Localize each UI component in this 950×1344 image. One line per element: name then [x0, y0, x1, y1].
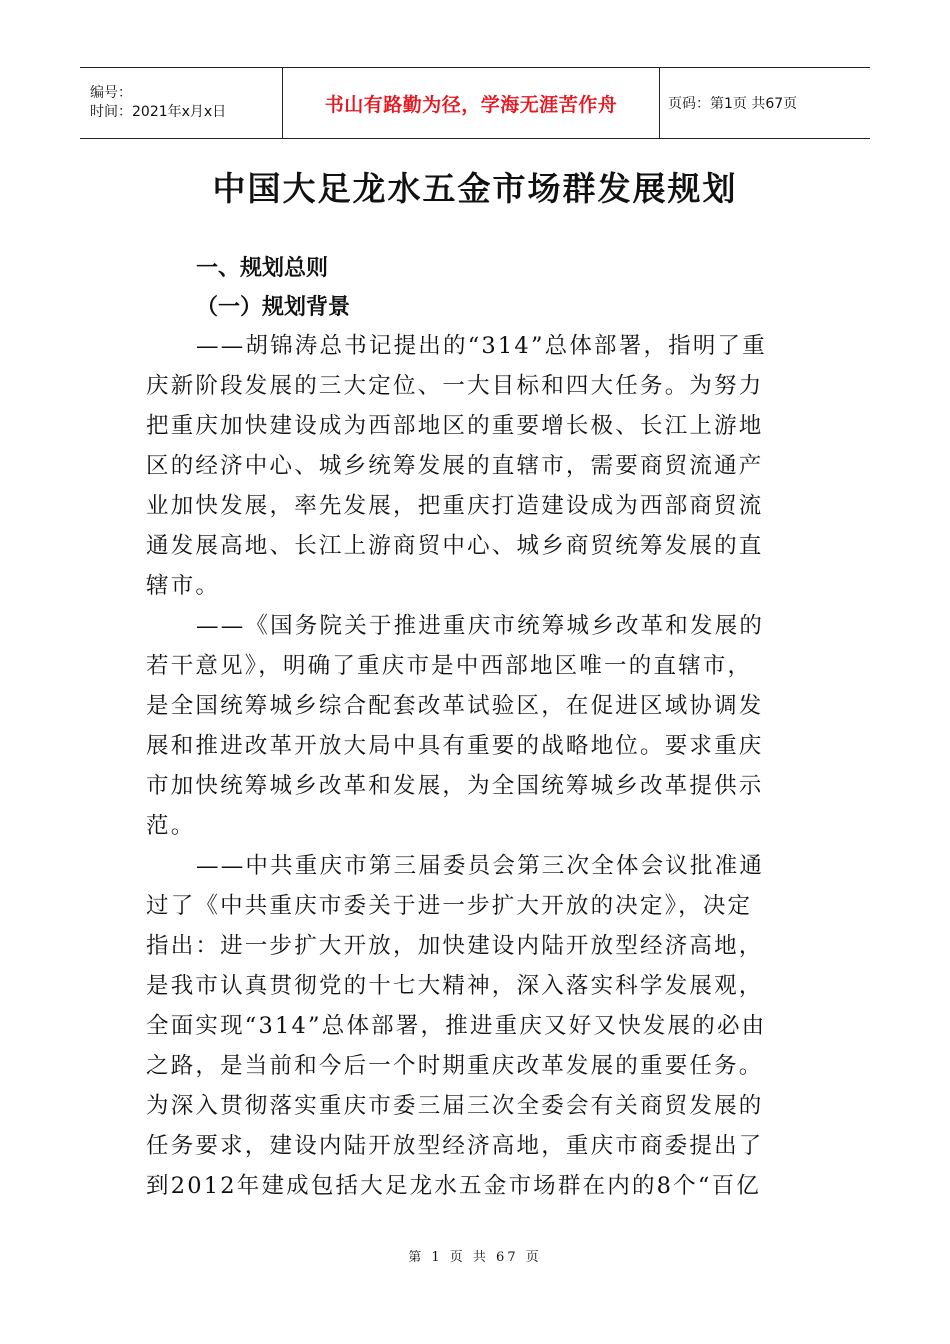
paragraph-line: 是全国统筹城乡综合配套改革试验区，在促进区域协调发: [146, 693, 764, 719]
paragraph-line: ——《国务院关于推进重庆市统筹城乡改革和发展的: [196, 613, 765, 639]
page-header: [80, 67, 870, 139]
header-motto: 书山有路勤为径，学海无涯苦作舟: [324, 93, 618, 116]
document-number-label: 编号：: [90, 85, 132, 101]
paragraph-line: 市加快统筹城乡改革和发展，为全国统筹城乡改革提供示: [146, 773, 764, 799]
header-info-cell: [80, 68, 282, 138]
header-motto-cell: [282, 68, 660, 138]
paragraph-line: 范。: [146, 813, 196, 839]
paragraph-line: 是我市认真贯彻党的十七大精神，深入落实科学发展观，: [146, 973, 764, 999]
paragraph-line: 指出：进一步扩大开放，加快建设内陆开放型经济高地，: [146, 933, 764, 959]
page-footer: 第 1 页 共 67 页: [408, 1250, 542, 1265]
paragraph-line: 任务要求，建设内陆开放型经济高地，重庆市商委提出了: [146, 1133, 764, 1159]
paragraph-line: 区的经济中心、城乡统筹发展的直辖市，需要商贸流通产: [146, 453, 764, 479]
header-page-cell: [660, 68, 870, 138]
paragraph-line: 之路，是当前和今后一个时期重庆改革发展的重要任务。: [146, 1053, 764, 1079]
paragraph-line: 若干意见》，明确了重庆市是中西部地区唯一的直辖市，: [146, 653, 753, 679]
paragraph-line: 把重庆加快建设成为西部地区的重要增长极、长江上游地: [146, 413, 764, 439]
paragraph-line: 通发展高地、长江上游商贸中心、城乡商贸统筹发展的直: [146, 533, 764, 559]
paragraph-line: 展和推进改革开放大局中具有重要的战略地位。要求重庆: [146, 733, 764, 759]
section-heading: 一、规划总则: [196, 256, 329, 281]
document-title: 中国大足龙水五金市场群发展规划: [212, 169, 738, 208]
paragraph-line: 辖市。: [146, 573, 221, 599]
header-page-code: 页码：第1页 共67页: [668, 96, 798, 112]
paragraph-line: 业加快发展，率先发展，把重庆打造建设成为西部商贸流: [146, 493, 764, 519]
paragraph-line: 庆新阶段发展的三大定位、一大目标和四大任务。为努力: [146, 373, 764, 399]
paragraph-line: ——中共重庆市第三届委员会第三次全体会议批准通: [196, 853, 765, 879]
paragraph-line: ——胡锦涛总书记提出的“314”总体部署，指明了重: [196, 333, 767, 359]
paragraph-line: 到2012年建成包括大足龙水五金市场群在内的8个“百亿: [146, 1173, 761, 1199]
paragraph-line: 为深入贯彻落实重庆市委三届三次全委会有关商贸发展的: [146, 1093, 764, 1119]
paragraph-line: 全面实现“314”总体部署，推进重庆又好又快发展的必由: [146, 1013, 767, 1039]
document-time-label: 时间：2021年x月x日: [90, 104, 227, 120]
subsection-heading: （一）规划背景: [196, 295, 351, 320]
paragraph-line: 过了《中共重庆市委关于进一步扩大开放的决定》，决定: [146, 893, 753, 919]
document-body: [146, 326, 806, 1206]
